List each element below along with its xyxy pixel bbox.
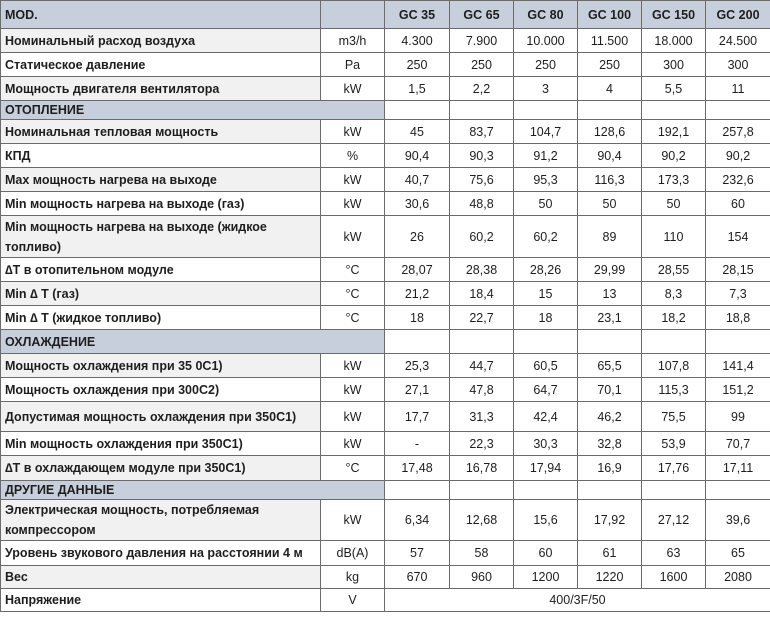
row-value: 2080 bbox=[706, 566, 770, 589]
row-value: 91,2 bbox=[514, 144, 578, 168]
row-value: 22,3 bbox=[450, 432, 514, 456]
row-value: 4.300 bbox=[385, 29, 450, 53]
row-value: 48,8 bbox=[450, 192, 514, 216]
row-value: 18 bbox=[514, 306, 578, 330]
row-value: 24.500 bbox=[706, 29, 770, 53]
row-value: 45 bbox=[385, 120, 450, 144]
row-label: Min мощность нагрева на выходе (жидкое топливо) bbox=[1, 216, 321, 258]
row-value: 30,3 bbox=[514, 432, 578, 456]
row-value: 18,8 bbox=[706, 306, 770, 330]
table-row bbox=[1, 566, 770, 589]
row-merged-value: 400/3F/50 bbox=[385, 589, 770, 612]
row-label: Статическое давление bbox=[1, 53, 321, 77]
header-model-gc35: GC 35 bbox=[385, 1, 450, 29]
row-value: 27,12 bbox=[642, 500, 706, 541]
row-value: 10.000 bbox=[514, 29, 578, 53]
row-value: 60,2 bbox=[514, 216, 578, 258]
header-unit-blank bbox=[321, 1, 385, 29]
table-row bbox=[1, 589, 770, 612]
row-value: 29,99 bbox=[578, 258, 642, 282]
row-value: 257,8 bbox=[706, 120, 770, 144]
row-unit: kW bbox=[321, 500, 385, 541]
row-unit: kW bbox=[321, 120, 385, 144]
section-blank-cell bbox=[385, 101, 450, 120]
row-value: 17,11 bbox=[706, 456, 770, 481]
row-unit: kW bbox=[321, 354, 385, 378]
row-label: Электрическая мощность, потребляемая компрессором bbox=[1, 500, 321, 541]
row-value: 90,3 bbox=[450, 144, 514, 168]
section-blank-cell bbox=[514, 330, 578, 354]
row-value: 75,6 bbox=[450, 168, 514, 192]
row-value: 65,5 bbox=[578, 354, 642, 378]
row-value: 15 bbox=[514, 282, 578, 306]
row-value: 60,5 bbox=[514, 354, 578, 378]
row-value: 18 bbox=[385, 306, 450, 330]
row-value: 90,2 bbox=[642, 144, 706, 168]
row-value: 173,3 bbox=[642, 168, 706, 192]
row-value: 4 bbox=[578, 77, 642, 101]
row-unit: V bbox=[321, 589, 385, 612]
row-value: 128,6 bbox=[578, 120, 642, 144]
row-unit: kW bbox=[321, 77, 385, 101]
row-value: 104,7 bbox=[514, 120, 578, 144]
row-value: 960 bbox=[450, 566, 514, 589]
row-label: Мощность двигателя вентилятора bbox=[1, 77, 321, 101]
table-row bbox=[1, 432, 770, 456]
row-value: 23,1 bbox=[578, 306, 642, 330]
row-unit: kW bbox=[321, 378, 385, 402]
header-model-gc80: GC 80 bbox=[514, 1, 578, 29]
row-label: ∆T в отопительном модуле bbox=[1, 258, 321, 282]
row-value: 192,1 bbox=[642, 120, 706, 144]
row-value: 90,4 bbox=[385, 144, 450, 168]
row-value: 18.000 bbox=[642, 29, 706, 53]
section-blank-cell bbox=[450, 330, 514, 354]
section-blank-cell bbox=[706, 330, 770, 354]
row-value: 40,7 bbox=[385, 168, 450, 192]
row-unit: % bbox=[321, 144, 385, 168]
row-value: 2,2 bbox=[450, 77, 514, 101]
row-value: 17,76 bbox=[642, 456, 706, 481]
header-model-gc100: GC 100 bbox=[578, 1, 642, 29]
table-row bbox=[1, 541, 770, 566]
header-model-gc150: GC 150 bbox=[642, 1, 706, 29]
row-label: КПД bbox=[1, 144, 321, 168]
row-label: Допустимая мощность охлаждения при 350C1) bbox=[1, 402, 321, 432]
row-value: 17,7 bbox=[385, 402, 450, 432]
row-value: 141,4 bbox=[706, 354, 770, 378]
section-title: ОХЛАЖДЕНИЕ bbox=[1, 330, 385, 354]
section-blank-cell bbox=[385, 481, 450, 500]
header-model-gc65: GC 65 bbox=[450, 1, 514, 29]
table-row bbox=[1, 402, 770, 432]
row-label: Min ∆ T (жидкое топливо) bbox=[1, 306, 321, 330]
section-title: ОТОПЛЕНИЕ bbox=[1, 101, 385, 120]
row-value: 250 bbox=[578, 53, 642, 77]
row-value: 15,6 bbox=[514, 500, 578, 541]
row-label: Min мощность охлаждения при 350C1) bbox=[1, 432, 321, 456]
table-row bbox=[1, 500, 770, 541]
row-value: 27,1 bbox=[385, 378, 450, 402]
row-unit: kW bbox=[321, 432, 385, 456]
table-row bbox=[1, 456, 770, 481]
table-body bbox=[1, 29, 770, 612]
row-value: 670 bbox=[385, 566, 450, 589]
table-row bbox=[1, 282, 770, 306]
row-value: 89 bbox=[578, 216, 642, 258]
row-value: - bbox=[385, 432, 450, 456]
row-value: 75,5 bbox=[642, 402, 706, 432]
table-row bbox=[1, 378, 770, 402]
row-value: 250 bbox=[514, 53, 578, 77]
row-value: 18,4 bbox=[450, 282, 514, 306]
header-mod-label: MOD. bbox=[1, 1, 321, 29]
table-row bbox=[1, 53, 770, 77]
row-value: 16,9 bbox=[578, 456, 642, 481]
table-row bbox=[1, 77, 770, 101]
table-row bbox=[1, 216, 770, 258]
row-value: 5,5 bbox=[642, 77, 706, 101]
row-value: 53,9 bbox=[642, 432, 706, 456]
row-value: 60 bbox=[514, 541, 578, 566]
row-value: 17,92 bbox=[578, 500, 642, 541]
row-value: 46,2 bbox=[578, 402, 642, 432]
section-blank-cell bbox=[450, 481, 514, 500]
row-value: 42,4 bbox=[514, 402, 578, 432]
row-value: 95,3 bbox=[514, 168, 578, 192]
row-value: 57 bbox=[385, 541, 450, 566]
section-blank-cell bbox=[706, 481, 770, 500]
row-value: 60,2 bbox=[450, 216, 514, 258]
row-unit: °C bbox=[321, 258, 385, 282]
section-blank-cell bbox=[706, 101, 770, 120]
table-row bbox=[1, 120, 770, 144]
row-value: 250 bbox=[450, 53, 514, 77]
row-value: 28,55 bbox=[642, 258, 706, 282]
row-value: 13 bbox=[578, 282, 642, 306]
row-value: 90,2 bbox=[706, 144, 770, 168]
section-blank-cell bbox=[578, 330, 642, 354]
row-value: 1600 bbox=[642, 566, 706, 589]
row-value: 64,7 bbox=[514, 378, 578, 402]
table-row bbox=[1, 168, 770, 192]
row-value: 6,34 bbox=[385, 500, 450, 541]
row-value: 83,7 bbox=[450, 120, 514, 144]
row-value: 116,3 bbox=[578, 168, 642, 192]
row-unit: dB(A) bbox=[321, 541, 385, 566]
row-value: 8,3 bbox=[642, 282, 706, 306]
row-value: 250 bbox=[385, 53, 450, 77]
row-label: Уровень звукового давления на расстоянии 4 м bbox=[1, 541, 321, 566]
table-row bbox=[1, 29, 770, 53]
row-unit: kW bbox=[321, 168, 385, 192]
row-value: 31,3 bbox=[450, 402, 514, 432]
table-row bbox=[1, 192, 770, 216]
row-unit: °C bbox=[321, 306, 385, 330]
row-label: Min ∆ T (газ) bbox=[1, 282, 321, 306]
row-value: 70,7 bbox=[706, 432, 770, 456]
row-value: 99 bbox=[706, 402, 770, 432]
section-blank-cell bbox=[578, 101, 642, 120]
row-value: 50 bbox=[578, 192, 642, 216]
section-blank-cell bbox=[578, 481, 642, 500]
header-model-gc200: GC 200 bbox=[706, 1, 770, 29]
row-value: 25,3 bbox=[385, 354, 450, 378]
row-label: Min мощность нагрева на выходе (газ) bbox=[1, 192, 321, 216]
row-value: 28,07 bbox=[385, 258, 450, 282]
section-blank-cell bbox=[642, 101, 706, 120]
row-value: 28,38 bbox=[450, 258, 514, 282]
row-label: Max мощность нагрева на выходе bbox=[1, 168, 321, 192]
row-value: 28,15 bbox=[706, 258, 770, 282]
row-value: 107,8 bbox=[642, 354, 706, 378]
row-label: Напряжение bbox=[1, 589, 321, 612]
row-value: 50 bbox=[642, 192, 706, 216]
section-title: ДРУГИЕ ДАННЫЕ bbox=[1, 481, 385, 500]
row-value: 1,5 bbox=[385, 77, 450, 101]
row-value: 1200 bbox=[514, 566, 578, 589]
row-unit: °C bbox=[321, 282, 385, 306]
row-value: 11 bbox=[706, 77, 770, 101]
row-label: Номинальный расход воздуха bbox=[1, 29, 321, 53]
row-unit: kW bbox=[321, 192, 385, 216]
row-value: 3 bbox=[514, 77, 578, 101]
row-value: 154 bbox=[706, 216, 770, 258]
row-value: 60 bbox=[706, 192, 770, 216]
row-value: 30,6 bbox=[385, 192, 450, 216]
row-value: 17,94 bbox=[514, 456, 578, 481]
section-row bbox=[1, 101, 770, 120]
row-value: 47,8 bbox=[450, 378, 514, 402]
row-label: ∆T в охлаждающем модуле при 350C1) bbox=[1, 456, 321, 481]
row-unit: kW bbox=[321, 216, 385, 258]
row-value: 22,7 bbox=[450, 306, 514, 330]
row-value: 151,2 bbox=[706, 378, 770, 402]
row-label: Вес bbox=[1, 566, 321, 589]
section-blank-cell bbox=[514, 101, 578, 120]
row-value: 44,7 bbox=[450, 354, 514, 378]
row-label: Мощность охлаждения при 35 0C1) bbox=[1, 354, 321, 378]
row-value: 11.500 bbox=[578, 29, 642, 53]
row-unit: Pa bbox=[321, 53, 385, 77]
row-value: 28,26 bbox=[514, 258, 578, 282]
section-row bbox=[1, 481, 770, 500]
row-value: 32,8 bbox=[578, 432, 642, 456]
row-value: 1220 bbox=[578, 566, 642, 589]
section-blank-cell bbox=[642, 330, 706, 354]
row-value: 65 bbox=[706, 541, 770, 566]
table-row bbox=[1, 144, 770, 168]
row-value: 7.900 bbox=[450, 29, 514, 53]
row-value: 21,2 bbox=[385, 282, 450, 306]
row-value: 26 bbox=[385, 216, 450, 258]
row-value: 39,6 bbox=[706, 500, 770, 541]
table-header-row bbox=[1, 1, 770, 29]
row-value: 232,6 bbox=[706, 168, 770, 192]
row-unit: kW bbox=[321, 402, 385, 432]
row-value: 50 bbox=[514, 192, 578, 216]
row-label: Мощность охлаждения при 300C2) bbox=[1, 378, 321, 402]
row-value: 115,3 bbox=[642, 378, 706, 402]
row-value: 70,1 bbox=[578, 378, 642, 402]
row-value: 16,78 bbox=[450, 456, 514, 481]
row-value: 90,4 bbox=[578, 144, 642, 168]
row-value: 61 bbox=[578, 541, 642, 566]
row-value: 7,3 bbox=[706, 282, 770, 306]
table-row bbox=[1, 258, 770, 282]
row-unit: m3/h bbox=[321, 29, 385, 53]
row-value: 300 bbox=[642, 53, 706, 77]
row-value: 63 bbox=[642, 541, 706, 566]
row-value: 17,48 bbox=[385, 456, 450, 481]
section-blank-cell bbox=[385, 330, 450, 354]
row-unit: °C bbox=[321, 456, 385, 481]
table-row bbox=[1, 306, 770, 330]
row-value: 300 bbox=[706, 53, 770, 77]
row-value: 12,68 bbox=[450, 500, 514, 541]
section-row bbox=[1, 330, 770, 354]
section-blank-cell bbox=[514, 481, 578, 500]
row-value: 18,2 bbox=[642, 306, 706, 330]
row-label: Номинальная тепловая мощность bbox=[1, 120, 321, 144]
table-row bbox=[1, 354, 770, 378]
row-unit: kg bbox=[321, 566, 385, 589]
section-blank-cell bbox=[642, 481, 706, 500]
section-blank-cell bbox=[450, 101, 514, 120]
row-value: 110 bbox=[642, 216, 706, 258]
row-value: 58 bbox=[450, 541, 514, 566]
